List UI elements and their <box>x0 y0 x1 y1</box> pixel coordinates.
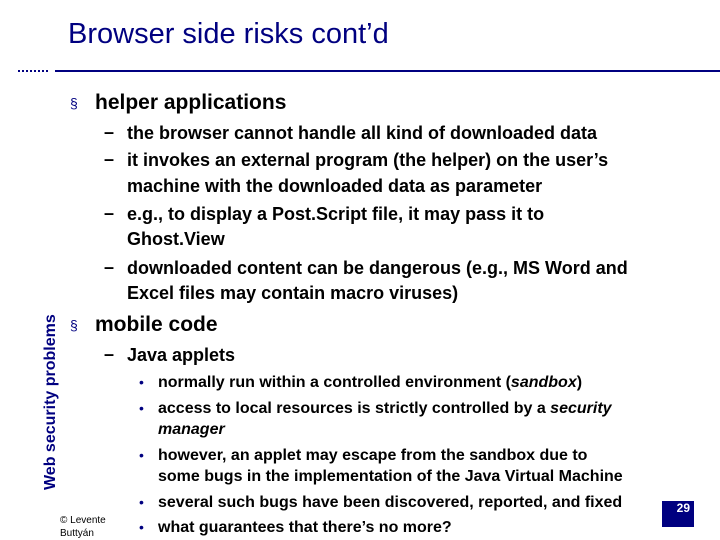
sub-item: it invokes an external program (the helper) on the user’s <box>127 150 609 170</box>
bullet-mobile-code: mobile code <box>95 313 218 336</box>
bullet-dot: • <box>139 447 144 463</box>
subsub-item: however, an applet may escape from the sandbox due to <box>158 447 588 464</box>
footer-credit <box>60 514 106 540</box>
bullet-dot: • <box>139 494 144 510</box>
dash-marker: – <box>104 149 115 169</box>
subsub-item-cont: some bugs in the implementation of the Java Virtual Machine <box>158 468 623 485</box>
dash-marker: – <box>104 257 115 277</box>
sub-item-java-applets: Java applets <box>127 345 236 365</box>
footer-copyright: © Levente <box>60 515 106 526</box>
subsub-item: several such bugs have been discovered, reported, and fixed <box>158 494 623 511</box>
subsub-item: what guarantees that there’s no more? <box>158 519 452 536</box>
subsub-item: normally run within a controlled environment (sandbox) <box>158 374 583 391</box>
side-label: Web security problems <box>42 314 59 490</box>
bullet-dot: • <box>139 519 144 535</box>
sub-item: downloaded content can be dangerous (e.g., MS Word and <box>127 258 628 278</box>
sub-item-cont: machine with the downloaded data as parameter <box>127 176 543 196</box>
bullet-dot: • <box>139 400 144 416</box>
dash-marker: – <box>104 203 115 223</box>
sub-item-cont: Ghost.View <box>127 229 225 249</box>
bullet-marker: § <box>70 317 78 333</box>
page-number: 29 <box>662 501 694 527</box>
bullet-helper-applications: helper applications <box>95 91 287 114</box>
subsub-item-cont: manager <box>158 421 225 438</box>
subsub-item: access to local resources is strictly controlled by a security <box>158 400 612 417</box>
dash-marker: – <box>104 122 115 142</box>
sub-item-cont: Excel files may contain macro viruses) <box>127 283 459 303</box>
sub-item: the browser cannot handle all kind of downloaded data <box>127 123 598 143</box>
footer-author: Buttyán <box>60 528 94 539</box>
bullet-dot: • <box>139 374 144 390</box>
bullet-marker: § <box>70 95 78 111</box>
dash-marker: – <box>104 344 115 364</box>
sub-item: e.g., to display a Post.Script file, it may pass it to <box>127 204 545 224</box>
slide-title: Browser side risks cont’d <box>68 18 389 50</box>
